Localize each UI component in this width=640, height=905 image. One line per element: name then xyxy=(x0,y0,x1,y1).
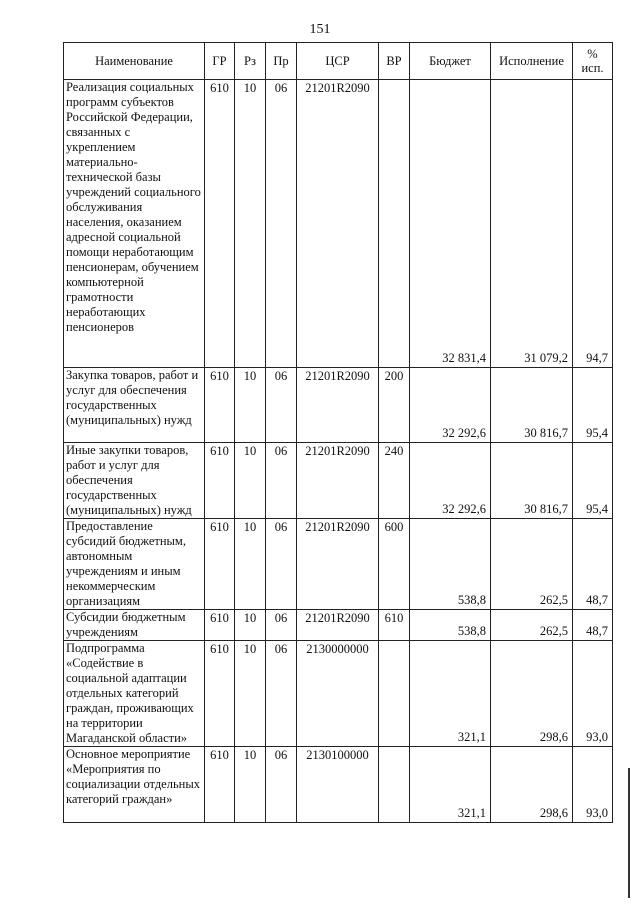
cell-gr: 610 xyxy=(205,519,235,610)
budget-table xyxy=(63,42,613,823)
header-csr: ЦСР xyxy=(297,43,379,80)
table-row xyxy=(64,443,613,519)
cell-budget: 321,1 xyxy=(410,641,491,747)
header-percent: % исп. xyxy=(573,43,613,80)
cell-vr: 610 xyxy=(379,610,410,641)
table-row xyxy=(64,610,613,641)
cell-vr xyxy=(379,641,410,747)
cell-csr: 2130100000 xyxy=(297,747,379,823)
cell-vr: 200 xyxy=(379,368,410,443)
cell-percent: 93,0 xyxy=(573,641,613,747)
cell-budget: 538,8 xyxy=(410,610,491,641)
cell-budget: 32 292,6 xyxy=(410,443,491,519)
cell-vr: 600 xyxy=(379,519,410,610)
cell-vr xyxy=(379,747,410,823)
cell-percent: 93,0 xyxy=(573,747,613,823)
cell-percent: 48,7 xyxy=(573,610,613,641)
cell-execution: 31 079,2 xyxy=(491,80,573,368)
scan-edge-line xyxy=(628,768,630,898)
cell-budget: 538,8 xyxy=(410,519,491,610)
cell-csr: 21201R2090 xyxy=(297,519,379,610)
header-name: Наименование xyxy=(64,43,205,80)
cell-pr: 06 xyxy=(266,443,297,519)
table-row xyxy=(64,80,613,368)
cell-name: Основное мероприятие «Мероприятия по социализации отдельных категорий граждан» xyxy=(64,747,205,823)
header-vr: ВР xyxy=(379,43,410,80)
cell-name: Субсидии бюджетным учреждениям xyxy=(64,610,205,641)
cell-pr: 06 xyxy=(266,610,297,641)
cell-pr: 06 xyxy=(266,80,297,368)
cell-rz: 10 xyxy=(235,368,266,443)
cell-pr: 06 xyxy=(266,368,297,443)
cell-execution: 30 816,7 xyxy=(491,368,573,443)
cell-execution: 298,6 xyxy=(491,747,573,823)
cell-budget: 32 292,6 xyxy=(410,368,491,443)
cell-pr: 06 xyxy=(266,747,297,823)
cell-rz: 10 xyxy=(235,747,266,823)
cell-vr xyxy=(379,80,410,368)
cell-csr: 2130000000 xyxy=(297,641,379,747)
cell-csr: 21201R2090 xyxy=(297,443,379,519)
cell-name: Подпрограмма «Содействие в социальной адаптации отдельных категорий граждан, проживающих на территории Магаданской области» xyxy=(64,641,205,747)
cell-rz: 10 xyxy=(235,641,266,747)
table-row xyxy=(64,747,613,823)
cell-budget: 32 831,4 xyxy=(410,80,491,368)
cell-name: Предоставление субсидий бюджетным, автономным учреждениям и иным некоммерческим организациям xyxy=(64,519,205,610)
cell-csr: 21201R2090 xyxy=(297,610,379,641)
table-row xyxy=(64,641,613,747)
cell-gr: 610 xyxy=(205,80,235,368)
cell-gr: 610 xyxy=(205,747,235,823)
cell-pr: 06 xyxy=(266,641,297,747)
table-row xyxy=(64,368,613,443)
header-row xyxy=(64,43,613,80)
cell-csr: 21201R2090 xyxy=(297,368,379,443)
table-row xyxy=(64,519,613,610)
cell-pr: 06 xyxy=(266,519,297,610)
cell-percent: 95,4 xyxy=(573,368,613,443)
cell-percent: 95,4 xyxy=(573,443,613,519)
cell-vr: 240 xyxy=(379,443,410,519)
cell-name: Иные закупки товаров, работ и услуг для обеспечения государственных (муниципальных) нужд xyxy=(64,443,205,519)
cell-execution: 262,5 xyxy=(491,610,573,641)
cell-gr: 610 xyxy=(205,641,235,747)
cell-execution: 30 816,7 xyxy=(491,443,573,519)
header-gr: ГР xyxy=(205,43,235,80)
cell-rz: 10 xyxy=(235,519,266,610)
cell-execution: 298,6 xyxy=(491,641,573,747)
cell-rz: 10 xyxy=(235,610,266,641)
cell-rz: 10 xyxy=(235,80,266,368)
cell-execution: 262,5 xyxy=(491,519,573,610)
header-pr: Пр xyxy=(266,43,297,80)
header-rz: Рз xyxy=(235,43,266,80)
cell-gr: 610 xyxy=(205,443,235,519)
header-execution: Исполнение xyxy=(491,43,573,80)
cell-rz: 10 xyxy=(235,443,266,519)
page-number: 151 xyxy=(309,22,331,37)
cell-name: Закупка товаров, работ и услуг для обеспечения государственных (муниципальных) нужд xyxy=(64,368,205,443)
cell-percent: 94,7 xyxy=(573,80,613,368)
cell-name: Реализация социальных программ субъектов Российской Федерации, связанных с укреплением материально-технической базы учреждений социального обслуживания населения, оказанием адресной социальной помощи неработающим пенсионерам, обучением компьютерной грамотности неработающих пенсионеров xyxy=(64,80,205,368)
cell-percent: 48,7 xyxy=(573,519,613,610)
cell-budget: 321,1 xyxy=(410,747,491,823)
header-budget: Бюджет xyxy=(410,43,491,80)
cell-gr: 610 xyxy=(205,368,235,443)
cell-gr: 610 xyxy=(205,610,235,641)
cell-csr: 21201R2090 xyxy=(297,80,379,368)
